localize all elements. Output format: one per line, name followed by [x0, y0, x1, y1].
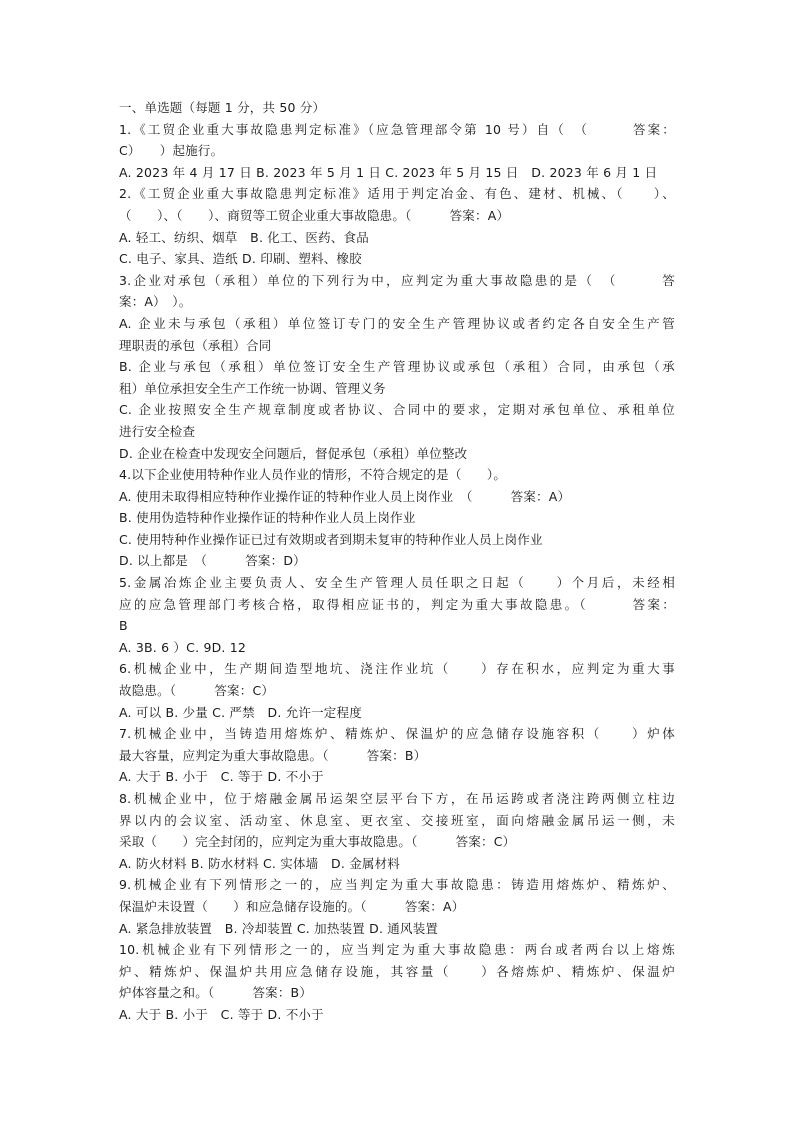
- document-line: 炉、精炼炉、保温炉共用应急储存设施，其容量（ ）各熔炼炉、精炼炉、保温炉: [119, 963, 675, 979]
- document-line: B. 使用伪造特种作业操作证的特种作业人员上岗作业: [119, 510, 416, 526]
- document-line: 8.机械企业中，位于熔融金属吊运架空层平台下方，在吊运跨或者浇注跨两侧立柱边: [119, 791, 675, 806]
- document-line: A. 企业未与承包（承租）单位签订专门的安全生产管理协议或者约定各自安全生产管: [119, 315, 675, 331]
- document-line: D. 企业在检查中发现安全问题后，督促承包（承租）单位整改: [119, 445, 468, 461]
- document-line: A. 3B. 6 ）C. 9D. 12: [119, 639, 247, 655]
- document-line: 2.《工贸企业重大事故隐患判定标准》适用于判定冶金、有色、建材、机械、（ ）、: [119, 186, 675, 202]
- document-line: 一、单选题（每题 1 分，共 50 分）: [119, 100, 326, 115]
- document-line: C. 使用特种作业操作证已过有效期或者到期未复审的特种作业人员上岗作业: [119, 531, 543, 547]
- document-line: 租）单位承担安全生产工作统一协调、管理义务: [119, 380, 386, 396]
- document-line: 9.机械企业有下列情形之一的，应当判定为重大事故隐患：铸造用熔炼炉、精炼炉、: [119, 877, 675, 893]
- document-line: 界以内的会议室、活动室、休息室、更衣室、交接班室，面向熔融金属吊运一侧，未: [119, 812, 675, 828]
- document-line: 理职责的承包（承租）合同: [119, 337, 272, 353]
- document-line: 4.以下企业使用特种作业人员作业的情形，不符合规定的是（ ）。: [119, 467, 507, 483]
- document-line: A. 2023 年 4 月 17 日 B. 2023 年 5 月 1 日 C. 2023 年 5 月 15 日 D. 2023 年 6 月 1 日: [119, 164, 658, 180]
- document-line: 6.机械企业中，生产期间造型地坑、浇注作业坑（ ）存在积水，应判定为重大事: [119, 661, 675, 677]
- document-line: B: [119, 618, 128, 634]
- document-line: A. 轻工、纺织、烟草 B. 化工、医药、食品: [119, 229, 369, 245]
- document-line: C. 电子、家具、造纸 D. 印刷、塑料、橡胶: [119, 251, 362, 267]
- document-page: [119, 97, 675, 1026]
- document-line: 应的应急管理部门考核合格，取得相应证书的，判定为重大事故隐患。（ 答案：: [119, 596, 675, 612]
- document-line: 保温炉未设置（ ）和应急储存设施的。（ 答案：A）: [119, 898, 465, 914]
- document-line: A. 大于 B. 小于 C. 等于 D. 不小于: [119, 1006, 324, 1022]
- document-line: A. 使用未取得相应特种作业操作证的特种作业人员上岗作业 （ 答案：A）: [119, 488, 571, 504]
- document-line: 故隐患。（ 答案：C）: [119, 683, 275, 699]
- document-line: 采取（ ）完全封闭的，应判定为重大事故隐患。（ 答案：C）: [119, 834, 516, 850]
- document-line: （ ）、（ ）、商贸等工贸企业重大事故隐患。（ 答案：A）: [119, 207, 510, 223]
- document-line: A. 防火材料 B. 防水材料 C. 实体墙 D. 金属材料: [119, 855, 400, 871]
- document-line: A. 紧急排放装置 B. 冷却装置 C. 加热装置 D. 通风装置: [119, 920, 439, 936]
- document-line: C. 企业按照安全生产规章制度或者协议、合同中的要求，定期对承包单位、承租单位: [119, 402, 675, 418]
- document-line: 5.金属冶炼企业主要负责人、安全生产管理人员任职之日起（ ）个月后，未经相: [119, 575, 675, 591]
- document-line: C） ）起施行。: [119, 143, 224, 159]
- document-line: 最大容量，应判定为重大事故隐患。（ 答案：B）: [119, 747, 427, 763]
- document-line: A. 可以 B. 少量 C. 严禁 D. 允许一定程度: [119, 704, 362, 720]
- document-line: 案：A） ）。: [119, 294, 192, 310]
- document-line: 炉体容量之和。（ 答案：B）: [119, 985, 313, 1001]
- document-line: B. 企业与承包（承租）单位签订安全生产管理协议或承包（承租）合同，由承包（承: [119, 359, 675, 375]
- document-line: 1.《工贸企业重大事故隐患判定标准》（应急管理部令第 10 号）自（ （ 答案：: [119, 121, 675, 137]
- document-line: 进行安全检查: [119, 423, 196, 439]
- document-line: 10.机械企业有下列情形之一的，应当判定为重大事故隐患：两台或者两台以上熔炼: [119, 942, 675, 958]
- document-line: 7.机械企业中，当铸造用熔炼炉、精炼炉、保温炉的应急储存设施容积（ ）炉体: [119, 726, 675, 742]
- document-line: A. 大于 B. 小于 C. 等于 D. 不小于: [119, 769, 324, 785]
- document-line: D. 以上都是 （ 答案：D）: [119, 553, 306, 569]
- document-line: 3.企业对承包（承租）单位的下列行为中，应判定为重大事故隐患的是（ （ 答: [119, 272, 675, 288]
